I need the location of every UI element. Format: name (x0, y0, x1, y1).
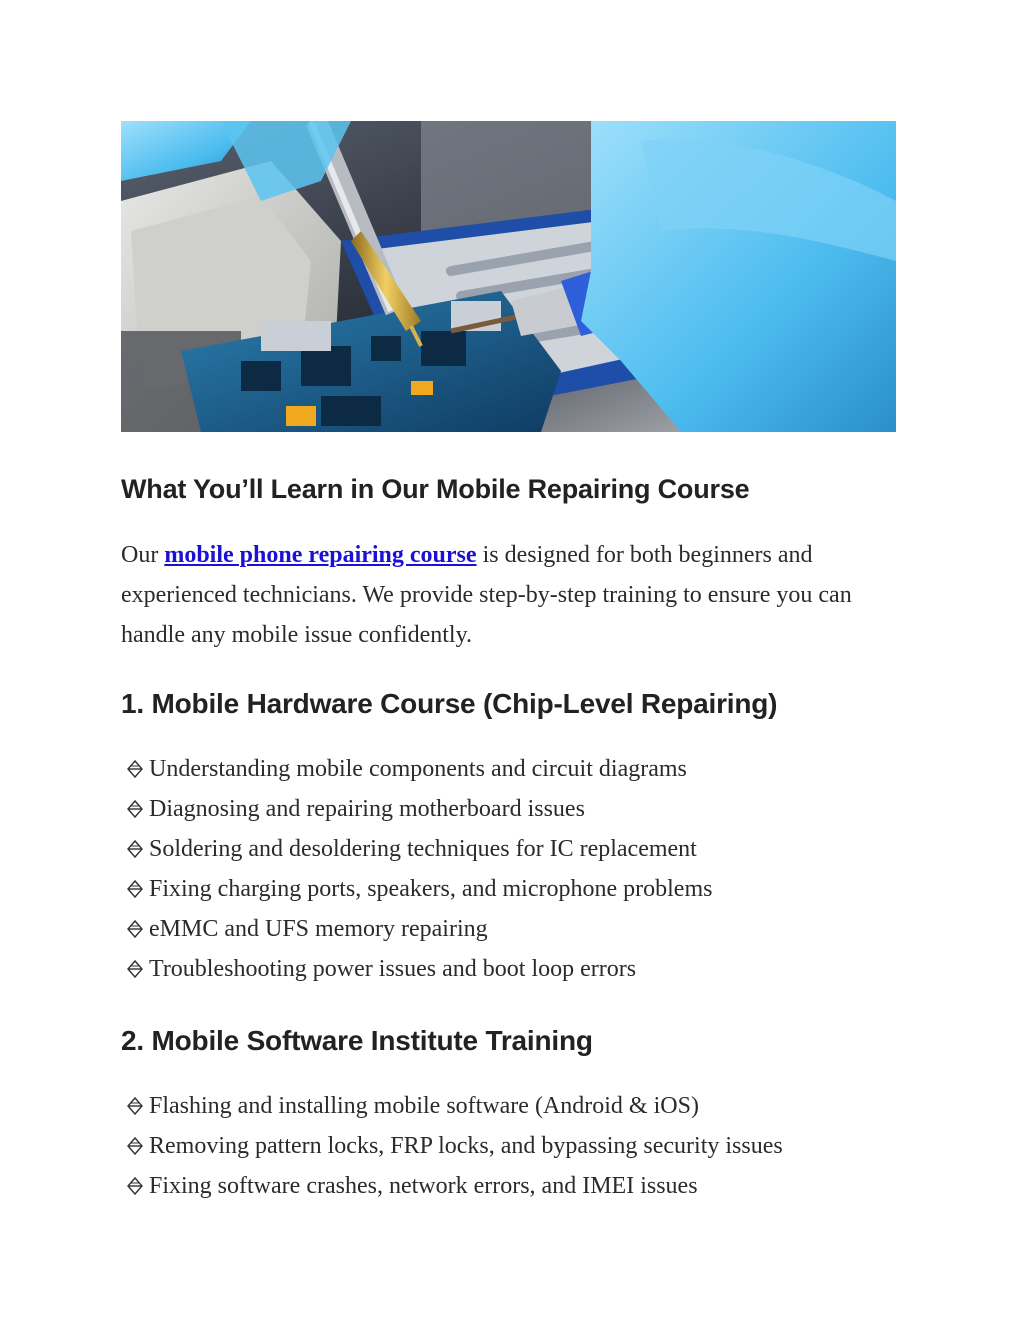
software-section-heading: 2. Mobile Software Institute Training (121, 1025, 593, 1056)
list-item (121, 869, 911, 909)
main-section-heading: What You’ll Learn in Our Mobile Repairing Course (121, 474, 750, 504)
list-item-text: Diagnosing and repairing motherboard issues (149, 796, 585, 822)
list-item-text: Troubleshooting power issues and boot loop errors (149, 956, 637, 982)
list-item (121, 1166, 911, 1206)
intro-text-before-link: Our (121, 542, 165, 568)
diamond-bullet-icon (126, 879, 144, 899)
diamond-bullet-icon (126, 799, 144, 819)
diamond-bullet-icon (126, 759, 144, 779)
list-item (121, 909, 911, 949)
diamond-bullet-icon (126, 1176, 144, 1196)
mobile-repair-photo (121, 121, 896, 432)
diamond-bullet-icon (126, 919, 144, 939)
hardware-topic-list (121, 749, 911, 989)
diamond-bullet-icon (126, 839, 144, 859)
diamond-bullet-icon (126, 959, 144, 979)
list-item (121, 789, 911, 829)
list-item (121, 1086, 911, 1126)
list-item (121, 829, 911, 869)
intro-paragraph (121, 535, 911, 655)
intro-text-after-link: is designed for both beginners and experienced technicians. We provide step-by-step training to ensure you can handle any mobile issue confidently. (121, 542, 852, 648)
diamond-bullet-icon (126, 1096, 144, 1116)
list-item (121, 749, 911, 789)
list-item-text: Fixing charging ports, speakers, and microphone problems (149, 876, 713, 902)
list-item (121, 1126, 911, 1166)
list-item (121, 949, 911, 989)
list-item-text: Soldering and desoldering techniques for IC replacement (149, 836, 697, 862)
course-link[interactable]: mobile phone repairing course (164, 542, 477, 568)
hardware-section-heading: 1. Mobile Hardware Course (Chip-Level Repairing) (121, 688, 778, 719)
software-topic-list (121, 1086, 911, 1206)
list-item-text: Flashing and installing mobile software (Android & iOS) (149, 1093, 699, 1119)
list-item-text: Fixing software crashes, network errors, and IMEI issues (149, 1173, 698, 1199)
list-item-text: Understanding mobile components and circuit diagrams (149, 756, 687, 782)
diamond-bullet-icon (126, 1136, 144, 1156)
list-item-text: Removing pattern locks, FRP locks, and bypassing security issues (149, 1133, 783, 1159)
list-item-text: eMMC and UFS memory repairing (149, 916, 488, 942)
